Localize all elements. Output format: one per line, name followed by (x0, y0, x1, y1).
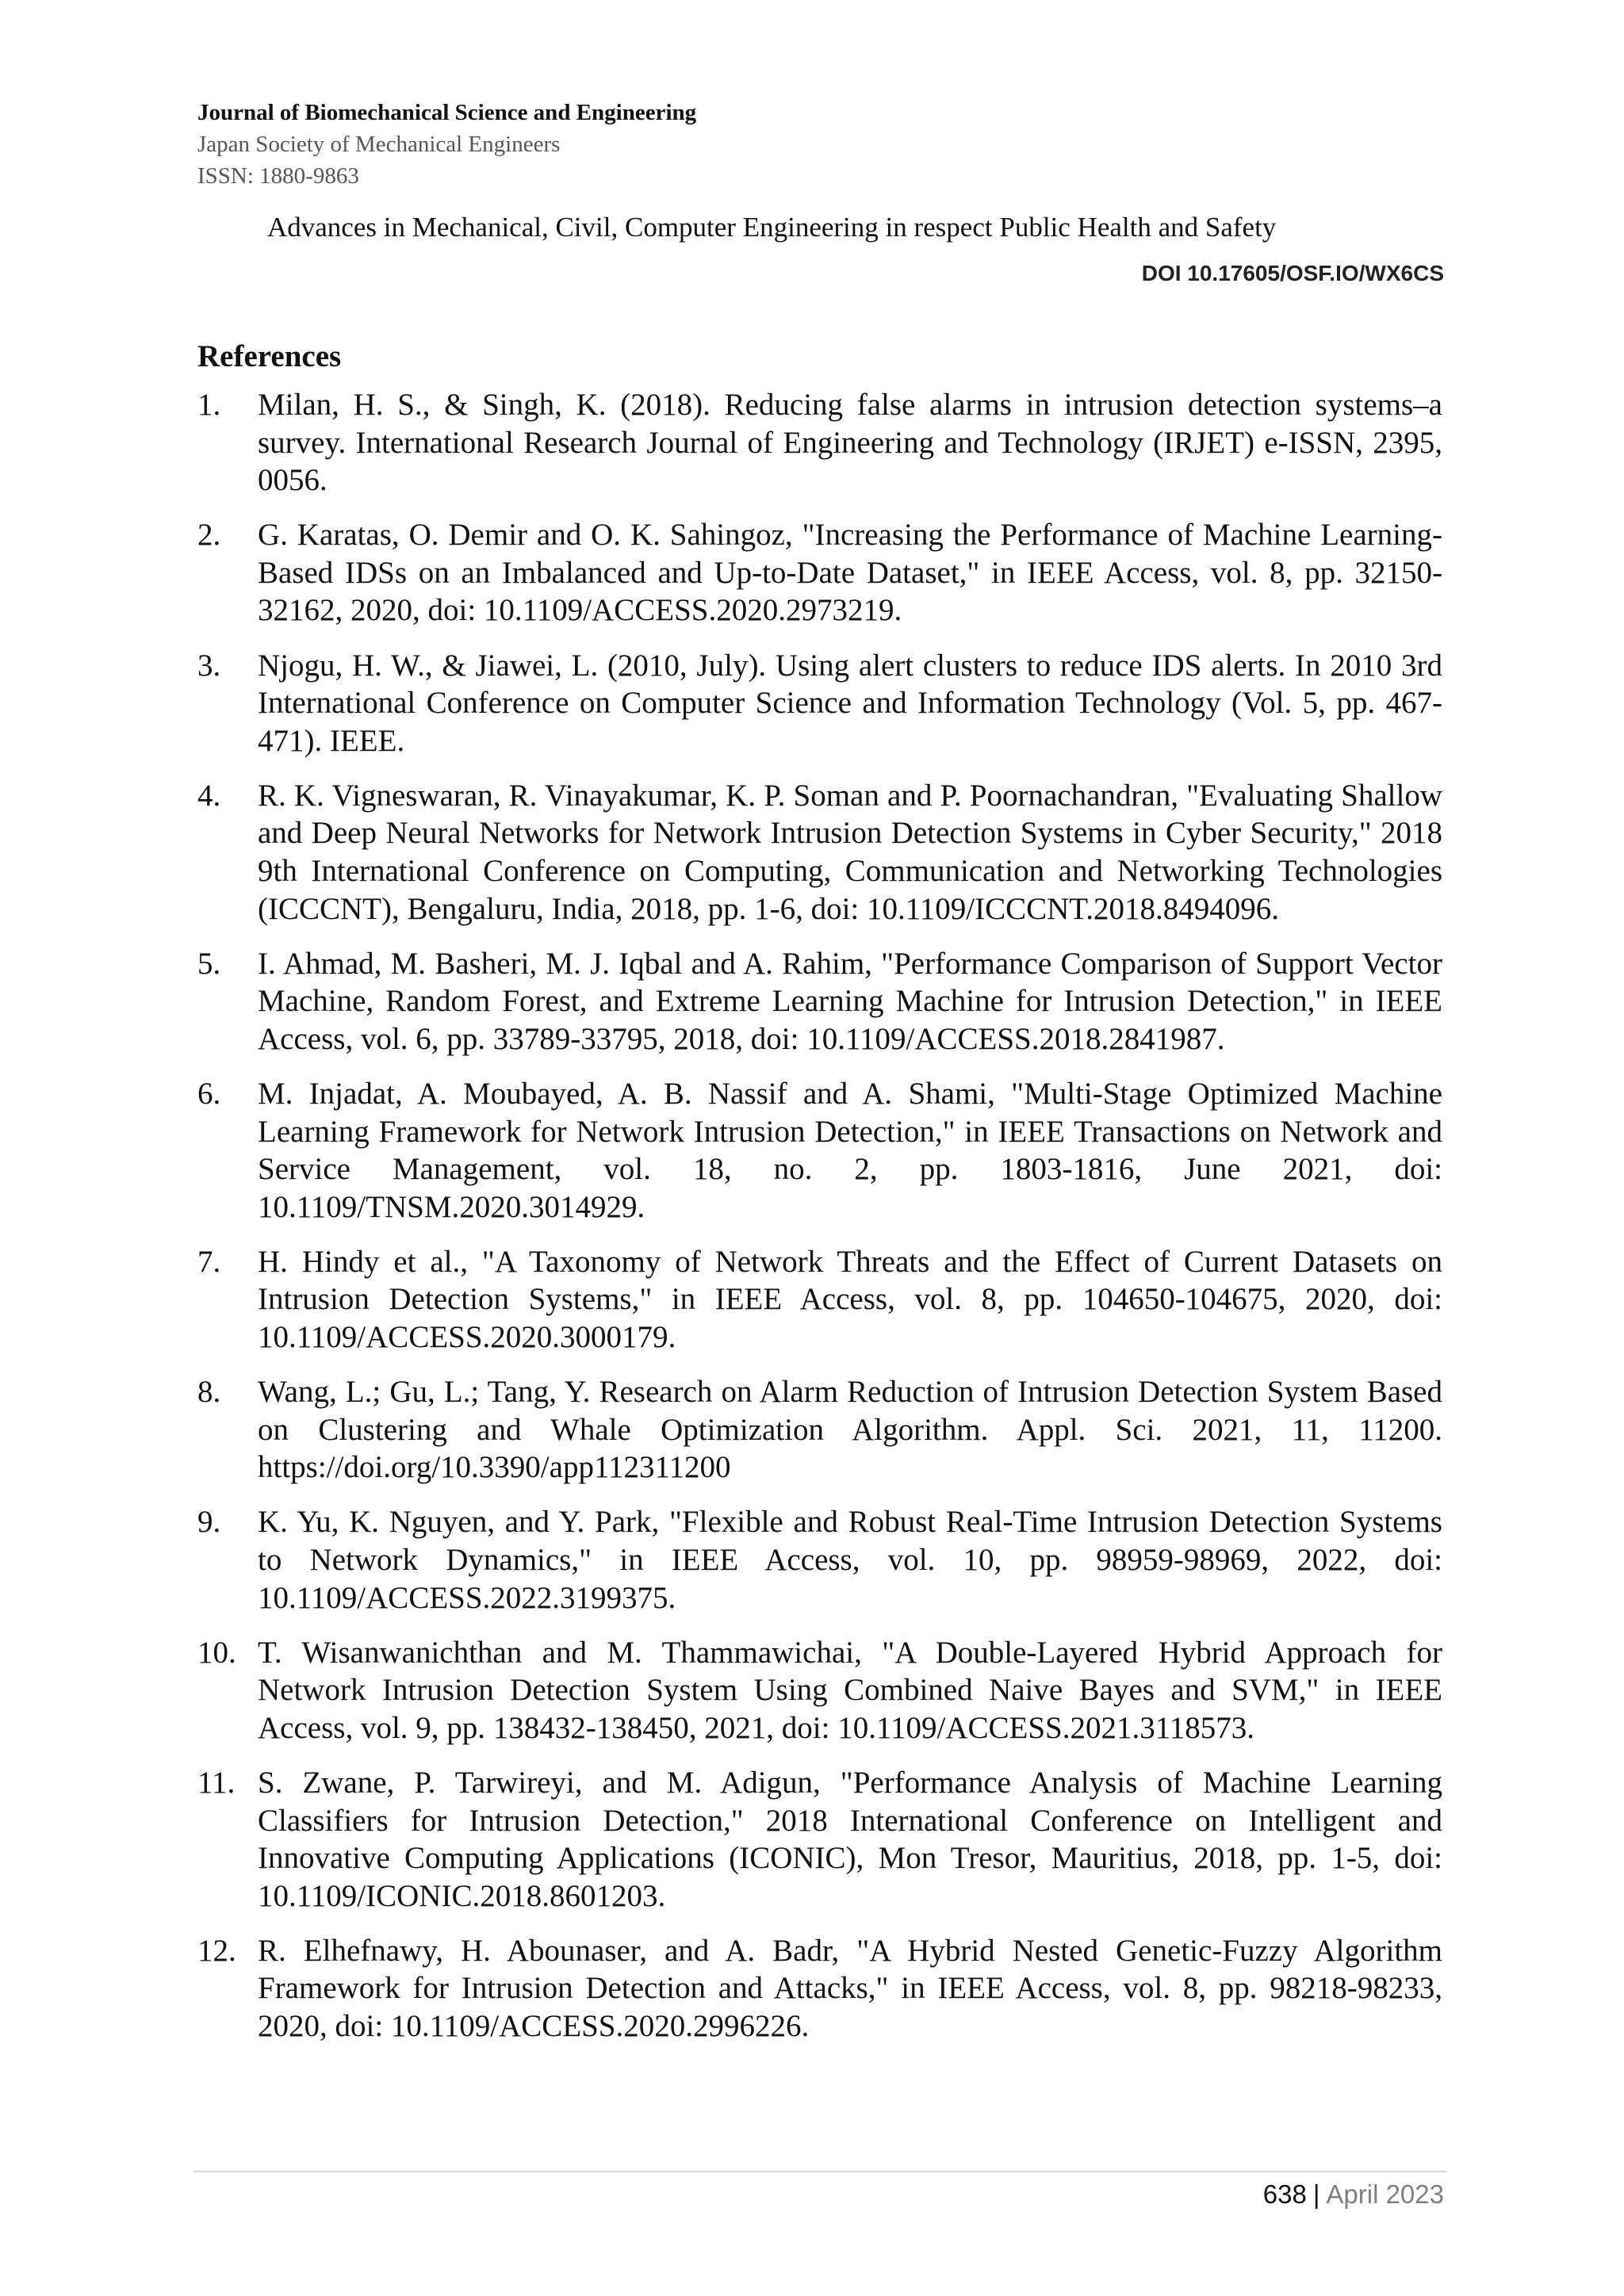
reference-number: 7. (197, 1244, 221, 1279)
footer-divider (193, 2171, 1446, 2172)
publisher-name: Japan Society of Mechanical Engineers (197, 132, 561, 157)
issue-subtitle: Advances in Mechanical, Civil, Computer Engineering in respect Public Health and Safety (267, 212, 1277, 243)
reference-number: 1. (197, 388, 221, 422)
reference-text: H. Hindy et al., "A Taxonomy of Network Threats and the Effect of Current Datasets on Intrusion Detection Systems," in IEEE Access, vol. 8, pp. 104650-104675, 2020, doi: 10.1109/ACCESS.2020.3000179. (258, 1244, 1442, 1355)
reference-number: 2. (197, 518, 221, 553)
reference-text: K. Yu, K. Nguyen, and Y. Park, "Flexible and Robust Real-Time Intrusion Detection Systems to Network Dynamics," in IEEE Access, vol. 10, pp. 98959-98969, 2022, doi: 10.1109/ACCESS.2022.3199375. (258, 1505, 1442, 1615)
reference-item (197, 516, 1442, 629)
journal-header (197, 97, 1442, 192)
reference-item (197, 1373, 1442, 1487)
reference-item (197, 1764, 1442, 1915)
reference-text: Njogu, H. W., & Jiawei, L. (2010, July). Using alert clusters to reduce IDS alerts. In 2010 3rd International Conference on Computer Science and Information Technology (Vol. 5, pp. 467-471). IEEE. (258, 648, 1442, 758)
issue-date: April 2023 (1326, 2179, 1444, 2209)
doi-value[interactable]: 10.17605/OSF.IO/WX6CS (1187, 261, 1444, 285)
reference-text: Milan, H. S., & Singh, K. (2018). Reducing false alarms in intrusion detection systems–a survey. International Research Journal of Engineering and Technology (IRJET) e-ISSN, 2395, 0056. (258, 388, 1442, 498)
reference-text: R. Elhefnawy, H. Abounaser, and A. Badr, "A Hybrid Nested Genetic-Fuzzy Algorithm Framework for Intrusion Detection and Attacks," in IEEE Access, vol. 8, pp. 98218-98233, 2020, doi: 10.1109/ACCESS.2020.2996226. (258, 1933, 1442, 2044)
reference-number: 4. (197, 778, 221, 813)
reference-item (197, 945, 1442, 1058)
reference-number: 9. (197, 1505, 221, 1540)
reference-number: 8. (197, 1375, 221, 1410)
reference-number: 11. (197, 1766, 236, 1800)
reference-text: R. K. Vigneswaran, R. Vinayakumar, K. P. Soman and P. Poornachandran, "Evaluating Shallow and Deep Neural Networks for Network Intrusion Detection Systems in Cyber Security," 2018 9th International Conference on Computing, Communication and Networking Technologies (ICCCNT), Bengaluru, India, 2018, pp. 1-6, doi: 10.1109/ICCCNT.2018.8494096. (258, 778, 1442, 926)
reference-number: 5. (197, 946, 221, 981)
reference-number: 12. (197, 1933, 236, 1968)
page-footer (1263, 2176, 1444, 2213)
reference-item (197, 386, 1442, 499)
footer-separator: | (1312, 2179, 1320, 2209)
references-list (197, 386, 1442, 2062)
reference-item (197, 1503, 1442, 1617)
reference-text: S. Zwane, P. Tarwireyi, and M. Adigun, "Performance Analysis of Machine Learning Classifiers for Intrusion Detection," 2018 International Conference on Intelligent and Innovative Computing Applications (ICONIC), Mon Tresor, Mauritius, 2018, pp. 1-5, doi: 10.1109/ICONIC.2018.8601203. (258, 1766, 1442, 1913)
reference-item (197, 1243, 1442, 1357)
reference-number: 10. (197, 1635, 236, 1670)
reference-text: I. Ahmad, M. Basheri, M. J. Iqbal and A. Rahim, "Performance Comparison of Support Vector Machine, Random Forest, and Extreme Learning Machine for Intrusion Detection," in IEEE Access, vol. 6, pp. 33789-33795, 2018, doi: 10.1109/ACCESS.2018.2841987. (258, 946, 1442, 1056)
reference-item (197, 1634, 1442, 1747)
page-number: 638 (1262, 2179, 1307, 2209)
reference-item (197, 777, 1442, 928)
reference-item (197, 647, 1442, 760)
reference-item (197, 1932, 1442, 2045)
reference-text: G. Karatas, O. Demir and O. K. Sahingoz, "Increasing the Performance of Machine Learning-Based IDSs on an Imbalanced and Up-to-Date Dataset," in IEEE Access, vol. 8, pp. 32150-32162, 2020, doi: 10.1109/ACCESS.2020.2973219. (258, 518, 1442, 628)
reference-item (197, 1075, 1442, 1226)
issn: ISSN: 1880-9863 (197, 163, 359, 189)
doi-label: DOI (1141, 261, 1182, 285)
journal-name: Journal of Biomechanical Science and Engineering (197, 100, 697, 125)
doi (1142, 258, 1444, 289)
reference-text: Wang, L.; Gu, L.; Tang, Y. Research on Alarm Reduction of Intrusion Detection System Based on Clustering and Whale Optimization Algorithm. Appl. Sci. 2021, 11, 11200. https://doi.org/10.3390/app112311200 (258, 1375, 1442, 1485)
reference-text: T. Wisanwanichthan and M. Thammawichai, "A Double-Layered Hybrid Approach for Network Intrusion Detection System Using Combined Naive Bayes and SVM," in IEEE Access, vol. 9, pp. 138432-138450, 2021, doi: 10.1109/ACCESS.2021.3118573. (258, 1635, 1442, 1745)
reference-number: 3. (197, 648, 221, 683)
reference-number: 6. (197, 1077, 221, 1111)
reference-text: M. Injadat, A. Moubayed, A. B. Nassif and A. Shami, "Multi-Stage Optimized Machine Learning Framework for Network Intrusion Detection," in IEEE Transactions on Network and Service Management, vol. 18, no. 2, pp. 1803-1816, June 2021, doi: 10.1109/TNSM.2020.3014929. (258, 1077, 1442, 1224)
references-heading: References (197, 339, 342, 373)
